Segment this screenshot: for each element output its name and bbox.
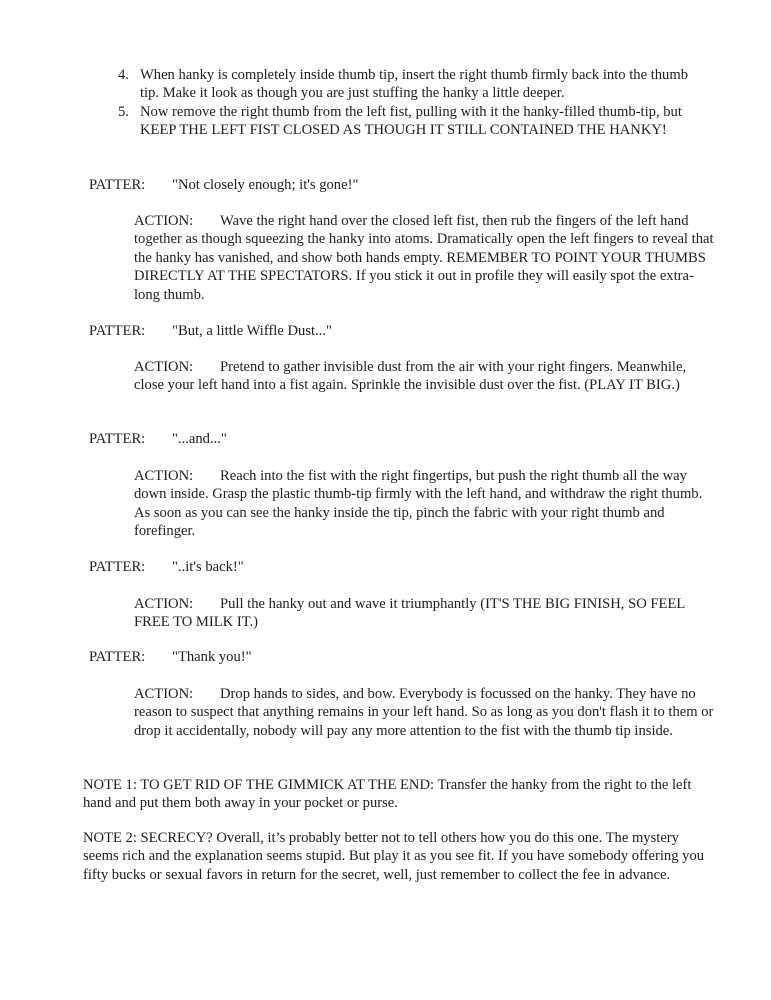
patter-line [89,430,729,448]
action-text: Wave the right hand over the closed left fist, then rub the fingers of the left hand together as though squeezing the hanky into atoms. Dramatically open the left fingers to reveal that the hanky has vanished, and show both hands empty. REMEMBER TO POINT YOUR THUMBS DIRECTLY AT THE SPECTATORS. If you stick it out in profile they will easily spot the extra-long thumb. [134,213,714,303]
action-label: ACTION: [134,596,194,612]
patter-text: "Thank you!" [172,649,252,665]
action-label: ACTION: [134,686,194,702]
step-item [118,66,708,103]
patter-text: "..it's back!" [172,559,244,575]
patter-line [89,176,729,194]
action-label: ACTION: [134,359,194,375]
action-text: Drop hands to sides, and bow. Everybody is focussed on the hanky. They have no reason to suspect that anything remains in your left hand. So as long as you don't flash it to them or drop it accidentally, nobody will pay any more attention to the fist with the thumb tip inside. [134,686,714,739]
patter-text: "...and..." [172,431,227,447]
action-text: Pretend to gather invisible dust from the air with your right fingers. Meanwhile, close your left hand into a fist again. Sprinkle the invisible dust over the fist. (PLAY IT BIG.) [134,359,687,394]
patter-text: "Not closely enough; it's gone!" [172,177,359,193]
step-text: When hanky is completely inside thumb tip, insert the right thumb firmly back into the thumb tip. Make it look as though you are just stuffing the hanky a little deeper. [140,67,688,102]
action-text: Reach into the fist with the right fingertips, but push the right thumb all the way down inside. Grasp the plastic thumb-tip firmly with the left hand, and withdraw the right thumb. As soon as you can see the hanky inside the tip, pinch the fabric with your right thumb and forefinger. [134,468,703,540]
patter-label: PATTER: [89,649,146,665]
patter-label: PATTER: [89,177,146,193]
action-label: ACTION: [134,468,194,484]
patter-line [89,558,729,576]
step-number: 4. [118,67,129,83]
action-paragraph [134,358,718,395]
patter-line [89,648,729,666]
action-paragraph [134,212,718,304]
action-paragraph [134,685,718,740]
step-item [118,103,708,140]
step-number: 5. [118,103,129,120]
step-text: Now remove the right thumb from the left fist, pulling with it the hanky-filled thumb-tip, but KEEP THE LEFT FIST CLOSED AS THOUGH IT STILL CONTAINED THE HANKY! [140,103,682,139]
action-paragraph [134,467,718,541]
numbered-steps-list [118,66,708,140]
action-text: Pull the hanky out and wave it triumphantly (IT'S THE BIG FINISH, SO FEEL FREE TO MILK IT.) [134,596,685,631]
patter-label: PATTER: [89,323,146,339]
patter-line [89,322,729,340]
action-label: ACTION: [134,213,194,229]
action-paragraph [134,595,718,632]
note-paragraph: NOTE 1: TO GET RID OF THE GIMMICK AT THE END: Transfer the hanky from the right to the left hand and put them both away in your pocket or purse. [83,777,692,812]
patter-text: "But, a little Wiffle Dust..." [172,323,332,339]
note-paragraph: NOTE 2: SECRECY? Overall, it’s probably better not to tell others how you do this one. The mystery seems rich and the explanation seems stupid. But play it as you see fit. If you have somebody offering you fifty bucks or sexual favors in return for the secret, well, just remember to collect the fee in advance. [83,830,705,883]
patter-label: PATTER: [89,431,146,447]
patter-label: PATTER: [89,559,146,575]
